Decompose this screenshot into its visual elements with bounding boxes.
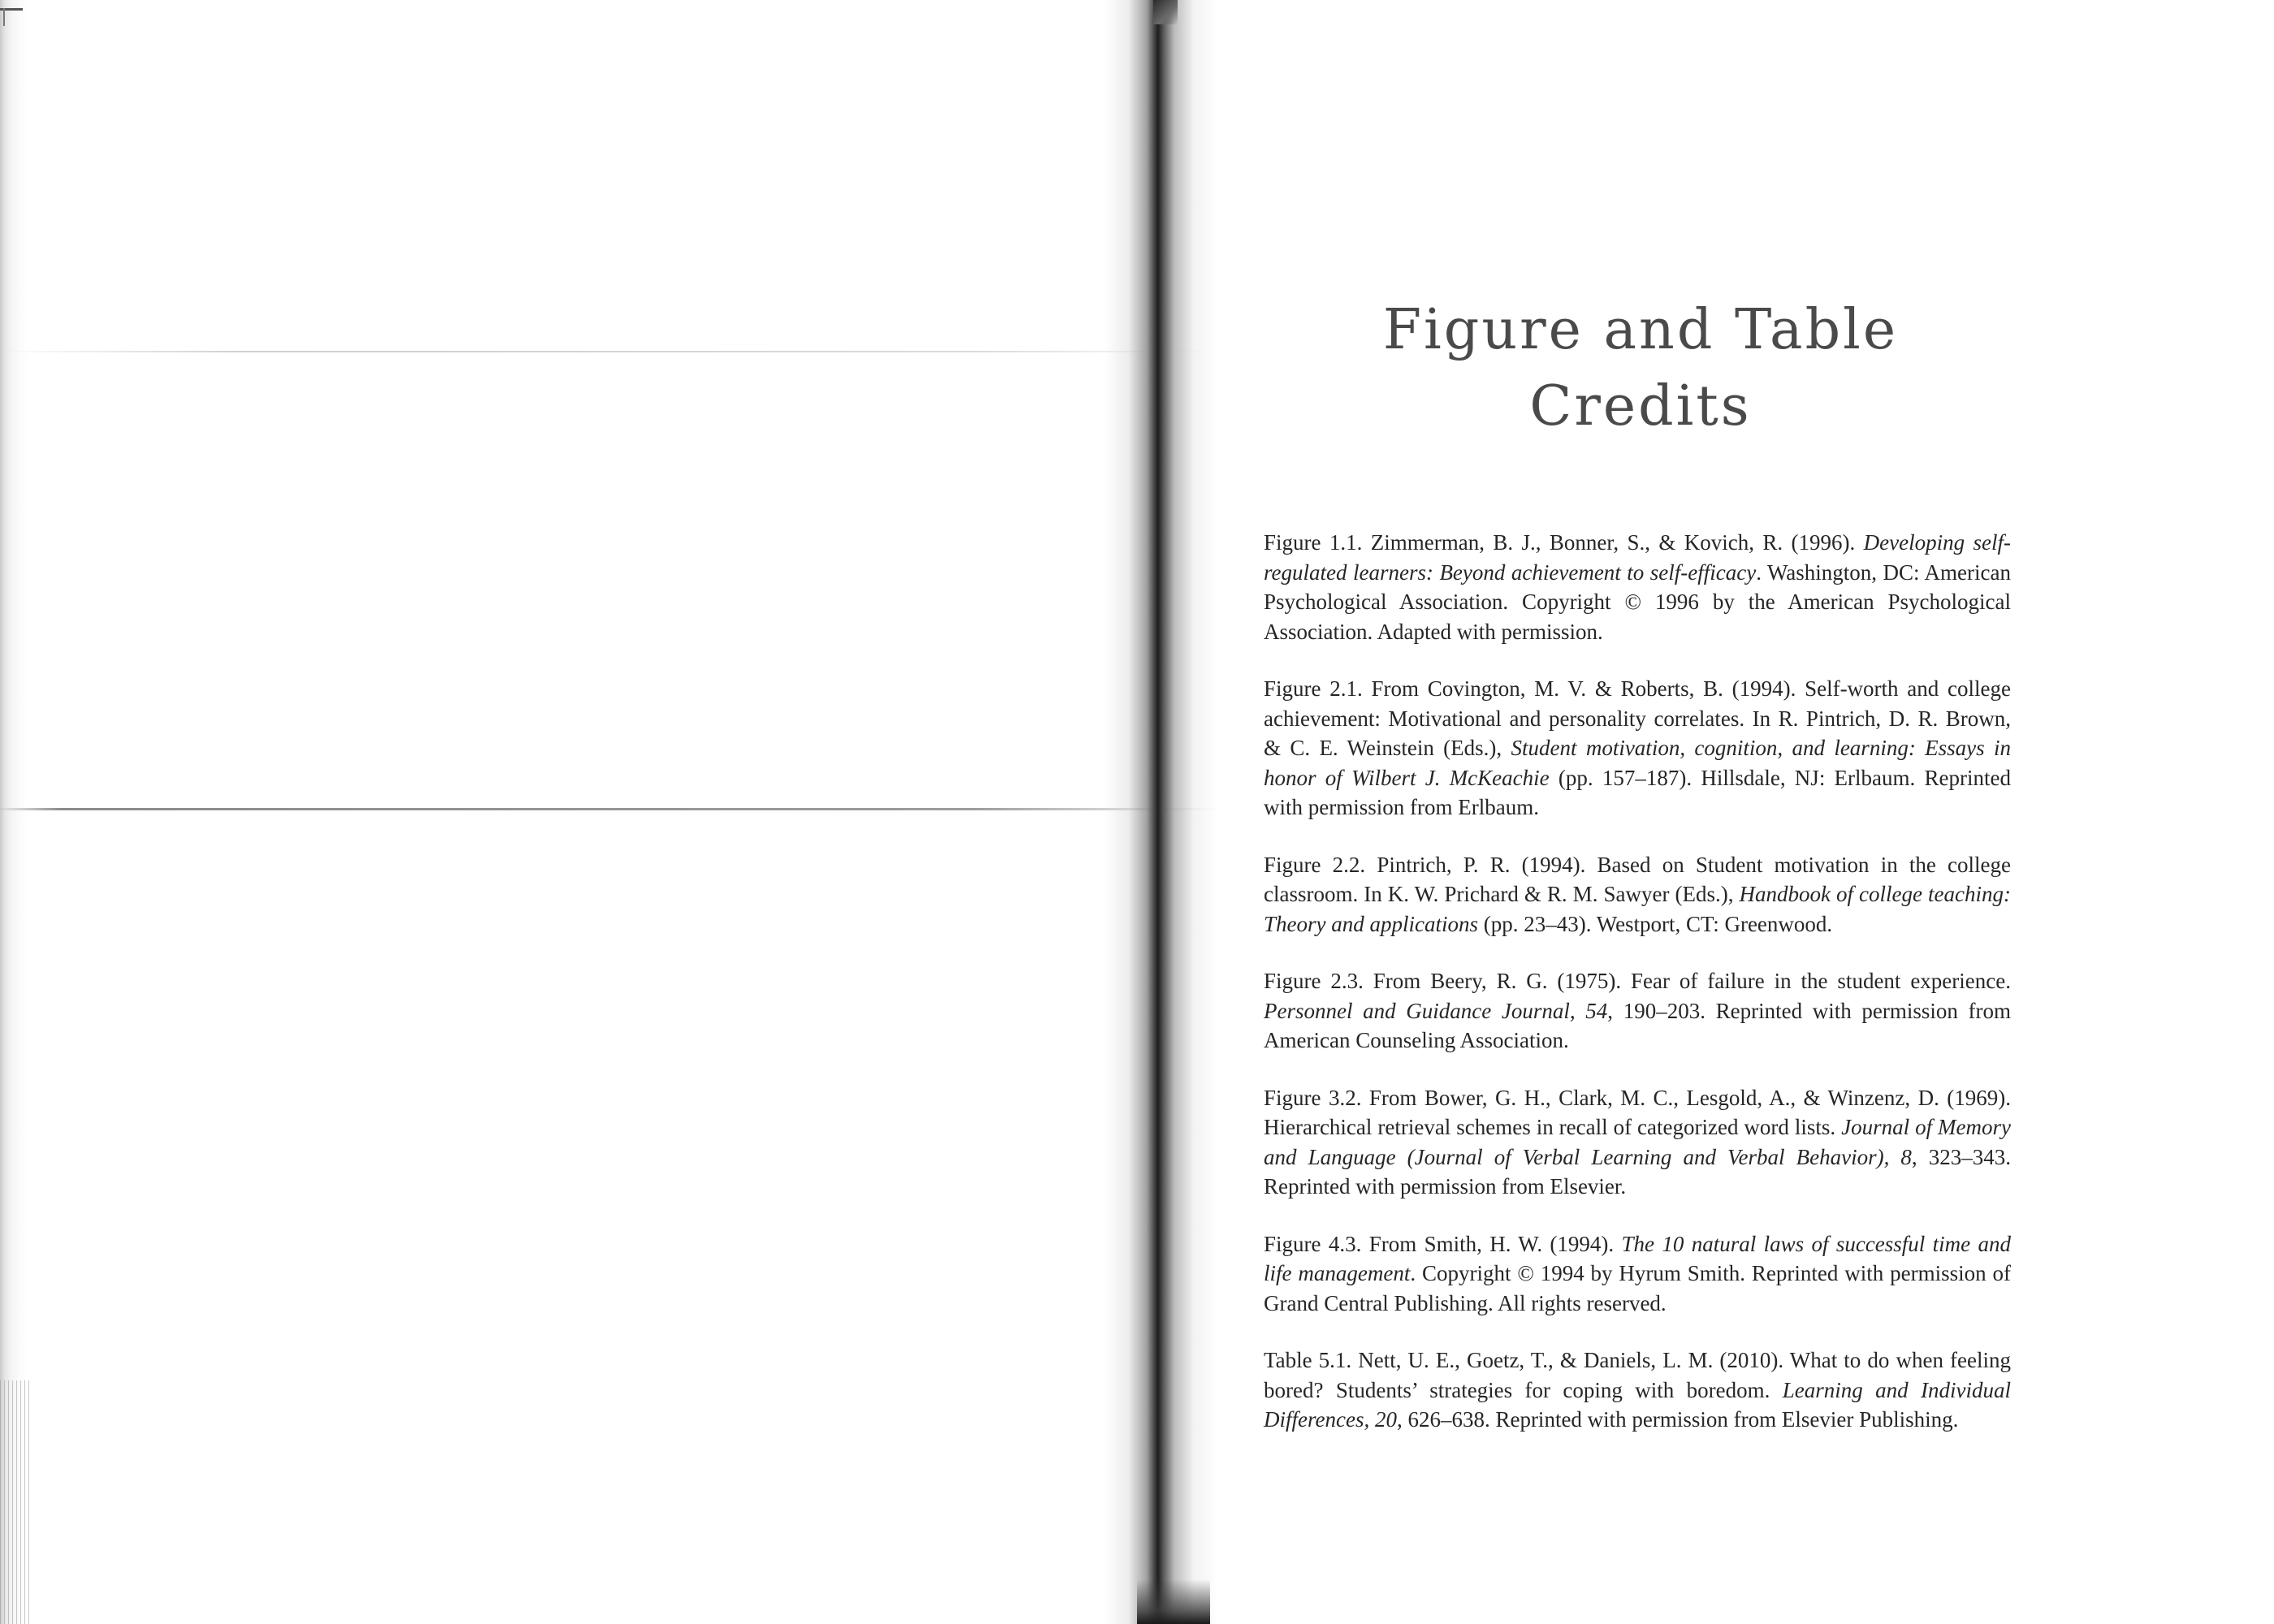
credit-text: Figure 2.2. Pintrich, P. R. (1994). Based on Student motivation in the college classroom. In K. W. Prichard & R. M. Sawyer (Eds.),	[1264, 852, 2011, 906]
credit-source-title: Journal of Memory and Language (Journal of Verbal Learning and Verbal Behavior), 8	[1264, 1115, 2011, 1169]
credit-entry-figure-4-3	[1264, 1229, 2011, 1319]
book-gutter-shadow	[1105, 0, 1218, 1624]
credit-source-title: Developing self-regulated learners: Beyond achievement to self-efficacy	[1264, 530, 2011, 585]
credit-text: Figure 1.1. Zimmerman, B. J., Bonner, S., & Kovich, R. (1996).	[1264, 530, 1864, 555]
page-title-line-1: Figure and Table	[1382, 298, 1899, 362]
credit-entry-figure-3-2	[1264, 1083, 2011, 1202]
credit-source-title: The 10 natural laws of successful time and life management	[1264, 1231, 2011, 1285]
left-page-edge-lines	[0, 1380, 32, 1624]
credit-text: Table 5.1. Nett, U. E., Goetz, T., & Daniels, L. M. (2010). What to do when feeling bored? Students’ strategies for coping with boredom.	[1264, 1348, 2011, 1402]
credit-source-title: Student motivation, cognition, and learning: Essays in honor of Wilbert J. McKeachie	[1264, 736, 2011, 790]
credits-list	[1264, 528, 2011, 1462]
credit-text: Figure 2.1. From Covington, M. V. & Roberts, B. (1994). Self-worth and college achievement: Motivational and personality correlates. In R. Pintrich, D. R. Brown, & C. E. Weinstein (Eds.),	[1264, 676, 2011, 760]
scan-artifact-line	[0, 351, 1218, 352]
credit-entry-table-5-1	[1264, 1345, 2011, 1435]
credit-text: . Copyright © 1994 by Hyrum Smith. Reprinted with permission of Grand Central Publishing. All rights reserved.	[1264, 1261, 2011, 1315]
scan-artifact-line-dark	[0, 808, 1218, 810]
credit-entry-figure-2-3	[1264, 966, 2011, 1056]
credit-entry-figure-2-2	[1264, 850, 2011, 939]
credit-text: , 323–343. Reprinted with permission from Elsevier.	[1264, 1144, 2012, 1199]
credit-entry-figure-2-1	[1264, 674, 2011, 823]
credit-entry-figure-1-1	[1264, 528, 2011, 646]
page-title	[1283, 292, 1998, 445]
gutter-top-shadow	[1153, 0, 1178, 24]
credit-text: , 626–638. Reprinted with permission from Elsevier Publishing.	[1396, 1407, 1959, 1432]
page-title-line-2: Credits	[1529, 374, 1752, 438]
credit-text: Figure 2.3. From Beery, R. G. (1975). Fear of failure in the student experience.	[1264, 969, 2011, 993]
credit-source-title: Learning and Individual Differences, 20	[1264, 1377, 2011, 1432]
credit-source-title: Handbook of college teaching: Theory and applications	[1264, 882, 2011, 936]
credit-text: Figure 4.3. From Smith, H. W. (1994).	[1264, 1231, 1622, 1256]
credit-text: (pp. 23–43). Westport, CT: Greenwood.	[1478, 911, 1833, 936]
corner-crop-mark-vertical	[3, 8, 5, 26]
credit-text: . Washington, DC: American Psychological Association. Copyright © 1996 by the American Psychological Association. Adapted with permission.	[1264, 559, 2011, 644]
credit-text: , 190–203. Reprinted with permission from American Counseling Association.	[1264, 998, 2012, 1052]
gutter-bottom-shadow	[1137, 1579, 1210, 1624]
credit-source-title: Personnel and Guidance Journal, 54	[1264, 998, 1608, 1023]
credit-text: (pp. 157–187). Hillsdale, NJ: Erlbaum. Reprinted with permission from Erlbaum.	[1264, 765, 2011, 819]
credit-text: Figure 3.2. From Bower, G. H., Clark, M. C., Lesgold, A., & Winzenz, D. (1969). Hierarchical retrieval schemes in recall of categorized word lists.	[1264, 1085, 2011, 1139]
